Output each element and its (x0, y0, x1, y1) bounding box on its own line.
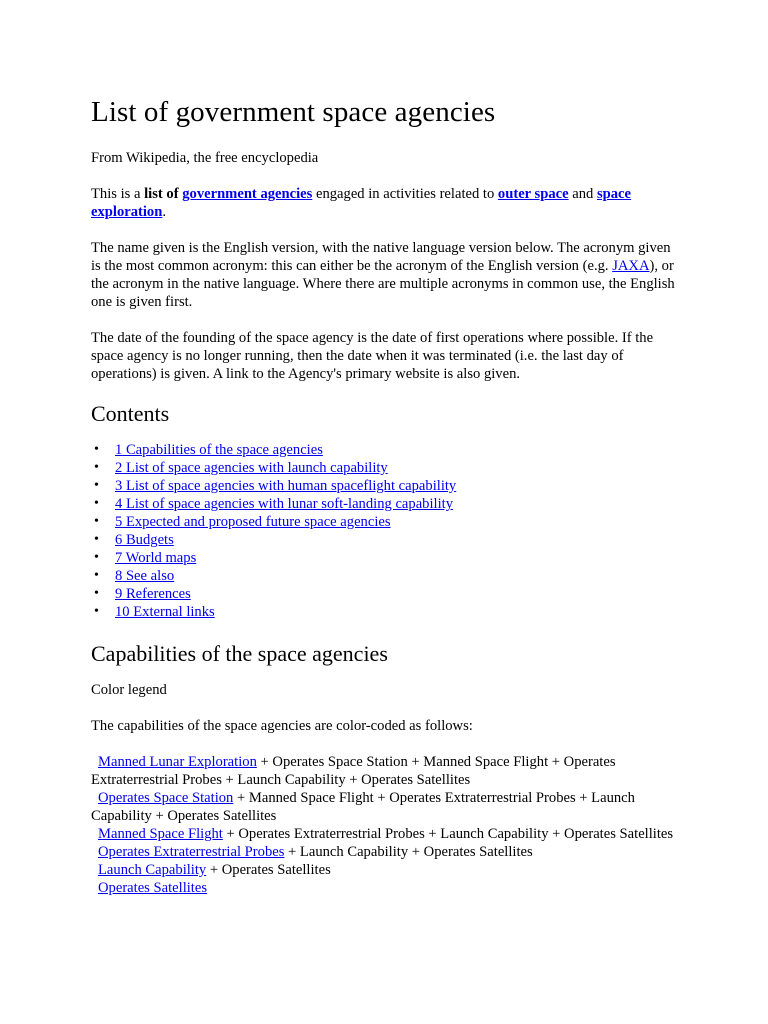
intro-text: . (162, 204, 167, 220)
intro-text: engaged in activities related to (312, 186, 498, 202)
intro-paragraph (91, 185, 681, 221)
toc-item[interactable] (115, 441, 681, 459)
toc-number: 8 (115, 568, 123, 584)
toc-link (115, 442, 323, 458)
legend-row (91, 753, 681, 789)
toc-link (115, 478, 456, 494)
intro-text: and (568, 186, 597, 202)
toc-link (115, 514, 391, 530)
toc-number: 1 (115, 442, 123, 458)
launch-capability-link[interactable]: Launch Capability (98, 862, 207, 878)
legend-text: + Operates Satellites (206, 862, 331, 878)
toc-number: 5 (115, 514, 123, 530)
toc-item[interactable] (115, 495, 681, 513)
legend-row (91, 825, 681, 843)
legend-row (91, 843, 681, 861)
toc-item[interactable] (115, 477, 681, 495)
toc-number: 9 (115, 586, 123, 602)
toc-item[interactable] (115, 513, 681, 531)
toc-item[interactable] (115, 585, 681, 603)
toc-label: Capabilities of the space agencies (122, 442, 323, 458)
capabilities-heading: Capabilities of the space agencies (91, 641, 388, 666)
manned-lunar-exploration-link[interactable]: Manned Lunar Exploration (98, 754, 257, 770)
intro-text: This is a (91, 186, 145, 202)
toc-label: External links (129, 604, 215, 620)
toc-item[interactable] (115, 549, 681, 567)
toc-link (115, 460, 388, 476)
outer-space-link[interactable]: outer space (497, 186, 569, 202)
toc-label: List of space agencies with human spaceflight capability (122, 478, 457, 494)
government-agencies-link[interactable]: government agencies (182, 186, 313, 202)
legend-row (91, 789, 681, 825)
toc-label: World maps (122, 550, 197, 566)
contents-heading: Contents (91, 401, 170, 426)
color-legend (91, 753, 681, 897)
naming-paragraph (91, 239, 681, 311)
operates-satellites-link[interactable]: Operates Satellites (98, 880, 208, 896)
toc-label: Expected and proposed future space agencies (122, 514, 391, 530)
toc-label: List of space agencies with lunar soft-landing capability (122, 496, 453, 512)
jaxa-link[interactable]: JAXA (612, 258, 650, 274)
legend-text: + Operates Space Station + Manned Space Flight + Operates Extraterrestrial Probes + Launch Capability + Operates Satellites (91, 754, 616, 788)
toc-item[interactable] (115, 459, 681, 477)
toc-link (115, 550, 196, 566)
toc-number: 10 (115, 604, 130, 620)
toc-item[interactable] (115, 567, 681, 585)
space-exploration-link[interactable]: space exploration (91, 186, 632, 220)
paragraph-text: ), or the acronym in the native language. Where there are multiple acronyms in common use, the English one is given first. (91, 258, 675, 310)
toc-number: 2 (115, 460, 123, 476)
toc-link (115, 586, 191, 602)
toc-number: 6 (115, 532, 123, 548)
toc-link (115, 532, 174, 548)
table-of-contents (91, 441, 681, 621)
page-title: List of government space agencies (91, 96, 496, 128)
toc-number: 7 (115, 550, 123, 566)
manned-space-flight-link[interactable]: Manned Space Flight (98, 826, 223, 842)
toc-label: References (122, 586, 191, 602)
toc-label: See also (122, 568, 175, 584)
legend-intro: The capabilities of the space agencies are color-coded as follows: (91, 718, 473, 734)
toc-item[interactable] (115, 603, 681, 621)
operates-extraterrestrial-probes-link[interactable]: Operates Extraterrestrial Probes (98, 844, 285, 860)
toc-link (115, 604, 215, 620)
legend-text: + Launch Capability + Operates Satellites (284, 844, 533, 860)
subtitle: From Wikipedia, the free encyclopedia (91, 150, 319, 166)
legend-row (91, 879, 681, 897)
toc-number: 3 (115, 478, 123, 494)
color-legend-label: Color legend (91, 682, 167, 698)
legend-row (91, 861, 681, 879)
toc-label: Budgets (122, 532, 174, 548)
founding-paragraph: The date of the founding of the space agency is the date of first operations where possible. If the space agency is no longer running, then the date when it was terminated (i.e. the last day of operations) is given. A link to the Agency's primary website is also given. (91, 330, 654, 382)
toc-number: 4 (115, 496, 123, 512)
paragraph-text: The name given is the English version, with the native language version below. The acronym given is the most common acronym: this can either be the acronym of the English version (e.g. (91, 240, 671, 274)
toc-link (115, 568, 174, 584)
legend-text: + Manned Space Flight + Operates Extraterrestrial Probes + Launch Capability + Operates Satellites (91, 790, 635, 824)
legend-text: + Operates Extraterrestrial Probes + Launch Capability + Operates Satellites (222, 826, 674, 842)
operates-space-station-link[interactable]: Operates Space Station (98, 790, 234, 806)
toc-link (115, 496, 453, 512)
toc-item[interactable] (115, 531, 681, 549)
toc-label: List of space agencies with launch capability (122, 460, 388, 476)
intro-bold: list of (144, 186, 183, 202)
article-content (91, 95, 681, 897)
